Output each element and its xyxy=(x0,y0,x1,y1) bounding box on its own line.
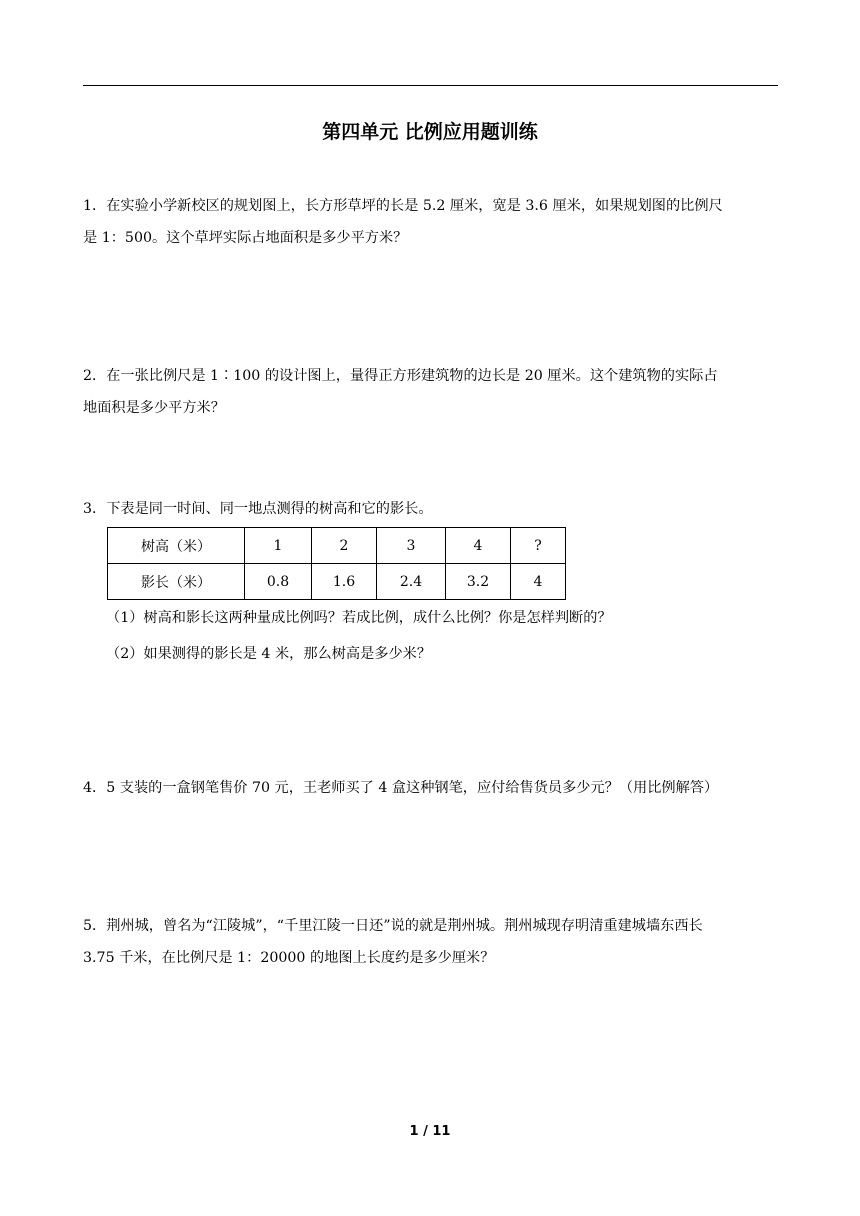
question-3 xyxy=(83,493,783,525)
table-cell: 3.2 xyxy=(446,564,511,600)
question-3-sub-2: （2）如果测得的影长是 4 米，那么树高是多少米？ xyxy=(106,646,432,662)
question-1-line-2: 是 1：500。这个草坪实际占地面积是多少平方米？ xyxy=(83,230,408,246)
tree-shadow-table xyxy=(107,527,566,600)
question-4-line-1: 4．5 支装的一盒钢笔售价 70 元，王老师买了 4 盒这种钢笔，应付给售货员多少元？（用比例解答） xyxy=(83,780,719,796)
page-title: 第四单元 比例应用题训练 xyxy=(322,121,538,143)
question-5 xyxy=(83,910,783,974)
table-cell: ? xyxy=(511,528,566,564)
table-row xyxy=(108,564,566,600)
table-cell: 4 xyxy=(511,564,566,600)
table-cell: 2 xyxy=(312,528,377,564)
table-cell: 1 xyxy=(245,528,312,564)
question-2 xyxy=(83,360,783,424)
table-cell: 0.8 xyxy=(245,564,312,600)
table-cell: 树高（米） xyxy=(108,528,245,564)
question-3-line-1: 3．下表是同一时间、同一地点测得的树高和它的影长。 xyxy=(83,501,433,517)
table-cell: 2.4 xyxy=(377,564,446,600)
table-cell: 1.6 xyxy=(312,564,377,600)
question-1 xyxy=(83,190,783,254)
question-1-line-1: 1．在实验小学新校区的规划图上，长方形草坪的长是 5.2 厘米，宽是 3.6 厘米，如果规划图的比例尺 xyxy=(83,198,723,214)
header-rule xyxy=(83,85,778,86)
question-5-line-1: 5．荆州城，曾名为“江陵城”，“千里江陵一日还”说的就是荆州城。荆州城现存明清重建城墙东西长 xyxy=(83,918,703,934)
question-4 xyxy=(83,772,783,804)
question-2-line-1: 2．在一张比例尺是 1∶100 的设计图上，量得正方形建筑物的边长是 20 厘米。这个建筑物的实际占 xyxy=(83,368,718,384)
question-2-line-2: 地面积是多少平方米？ xyxy=(83,400,225,416)
question-5-line-2: 3.75 千米，在比例尺是 1：20000 的地图上长度约是多少厘米？ xyxy=(83,950,495,966)
table-row xyxy=(108,528,566,564)
table-cell: 3 xyxy=(377,528,446,564)
table-cell: 4 xyxy=(446,528,511,564)
question-3-sub-1: （1）树高和影长这两种量成比例吗？若成比例，成什么比例？你是怎样判断的？ xyxy=(106,610,612,626)
table-cell: 影长（米） xyxy=(108,564,245,600)
page-number: 1 / 11 xyxy=(409,1124,451,1139)
